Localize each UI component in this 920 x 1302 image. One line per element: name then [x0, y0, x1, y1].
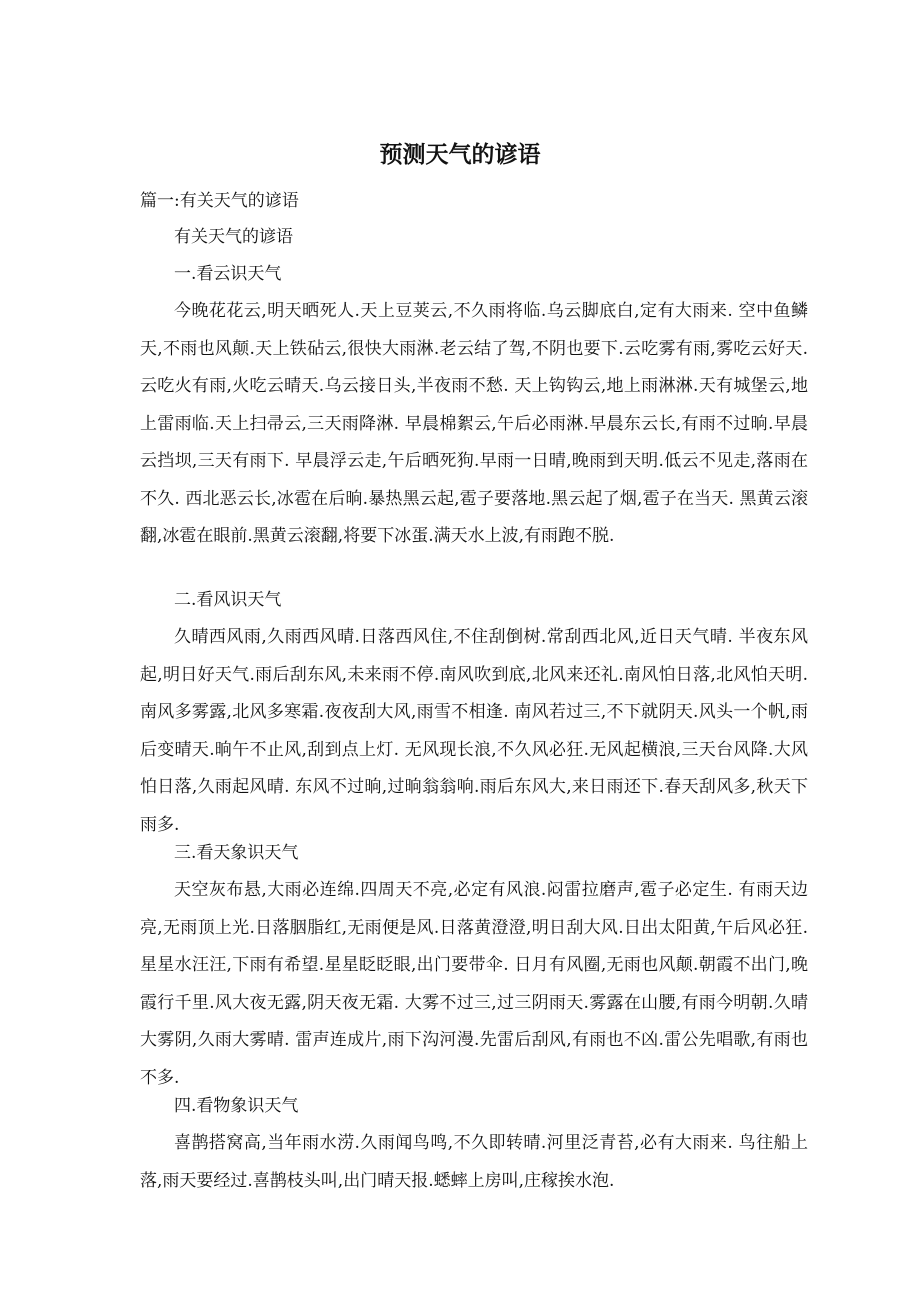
chapter-title: 篇一:有关天气的谚语: [140, 191, 299, 211]
section-heading-objects: 四.看物象识天气: [174, 1096, 299, 1116]
section-text-sky: 天空灰布悬,大雨必连绵.四周天不亮,必定有风浪.闷雷拉磨声,雹子必定生. 有雨天边亮,无雨顶上光.日落胭脂红,无雨便是风.日落黄澄澄,明日刮大风.日出太阳黄,午后风必狂.星星水汪汪,下雨有希望.星星眨眨眼,出门要带伞. 日月有风圈,无雨也风颠.朝霞不出门,晚霞行千里.风大夜无露,阴天夜无霜. 大雾不过三,过三阴雨天.雾露在山腰,有雨今明朝.久晴大雾阴,久雨大雾晴. 雷声连成片,雨下沟河漫.先雷后刮风,有雨也不凶.雷公先唱歌,有雨也不多.: [140, 880, 808, 1088]
section-heading-wind: 二.看风识天气: [174, 590, 282, 610]
section-text-clouds: 今晚花花云,明天晒死人.天上豆荚云,不久雨将临.乌云脚底白,定有大雨来. 空中鱼鳞天,不雨也风颠.天上铁砧云,很快大雨淋.老云结了驾,不阴也要下.云吃雾有雨,雾吃云好天.云吃火有雨,火吃云晴天.乌云接日头,半夜雨不愁. 天上钩钩云,地上雨淋淋.天有城堡云,地上雷雨临.天上扫帚云,三天雨降淋. 早晨棉絮云,午后必雨淋.早晨东云长,有雨不过晌.早晨云挡坝,三天有雨下. 早晨浮云走,午后晒死狗.早雨一日晴,晚雨到天明.低云不见走,落雨在不久. 西北恶云长,冰雹在后晌.暴热黑云起,雹子要落地.黑云起了烟,雹子在当天. 黑黄云滚翻,冰雹在眼前.黑黄云滚翻,将要下冰蛋.满天水上波,有雨跑不脱.: [140, 301, 808, 546]
section-text-objects: 喜鹊搭窝高,当年雨水涝.久雨闻鸟鸣,不久即转晴.河里泛青苔,必有大雨来. 鸟往船上落,雨天要经过.喜鹊枝头叫,出门晴天报.蟋蟀上房叫,庄稼挨水泡.: [140, 1133, 808, 1191]
page-title: 预测天气的谚语: [379, 142, 541, 168]
section-text-wind: 久晴西风雨,久雨西风晴.日落西风住,不住刮倒树.常刮西北风,近日天气晴. 半夜东风起,明日好天气.雨后刮东风,未来雨不停.南风吹到底,北风来还礼.南风怕日落,北风怕天明.南风多雾露,北风多寒霜.夜夜刮大风,雨雪不相逢. 南风若过三,不下就阴天.风头一个帆,雨后变晴天.晌午不止风,刮到点上灯. 无风现长浪,不久风必狂.无风起横浪,三天台风降.大风怕日落,久雨起风晴. 东风不过晌,过晌翁翁响.雨后东风大,来日雨还下.春天刮风多,秋天下雨多.: [140, 627, 808, 835]
section-subtitle: 有关天气的谚语: [174, 227, 293, 247]
section-heading-clouds: 一.看云识天气: [174, 264, 282, 284]
section-heading-sky: 三.看天象识天气: [174, 843, 299, 863]
